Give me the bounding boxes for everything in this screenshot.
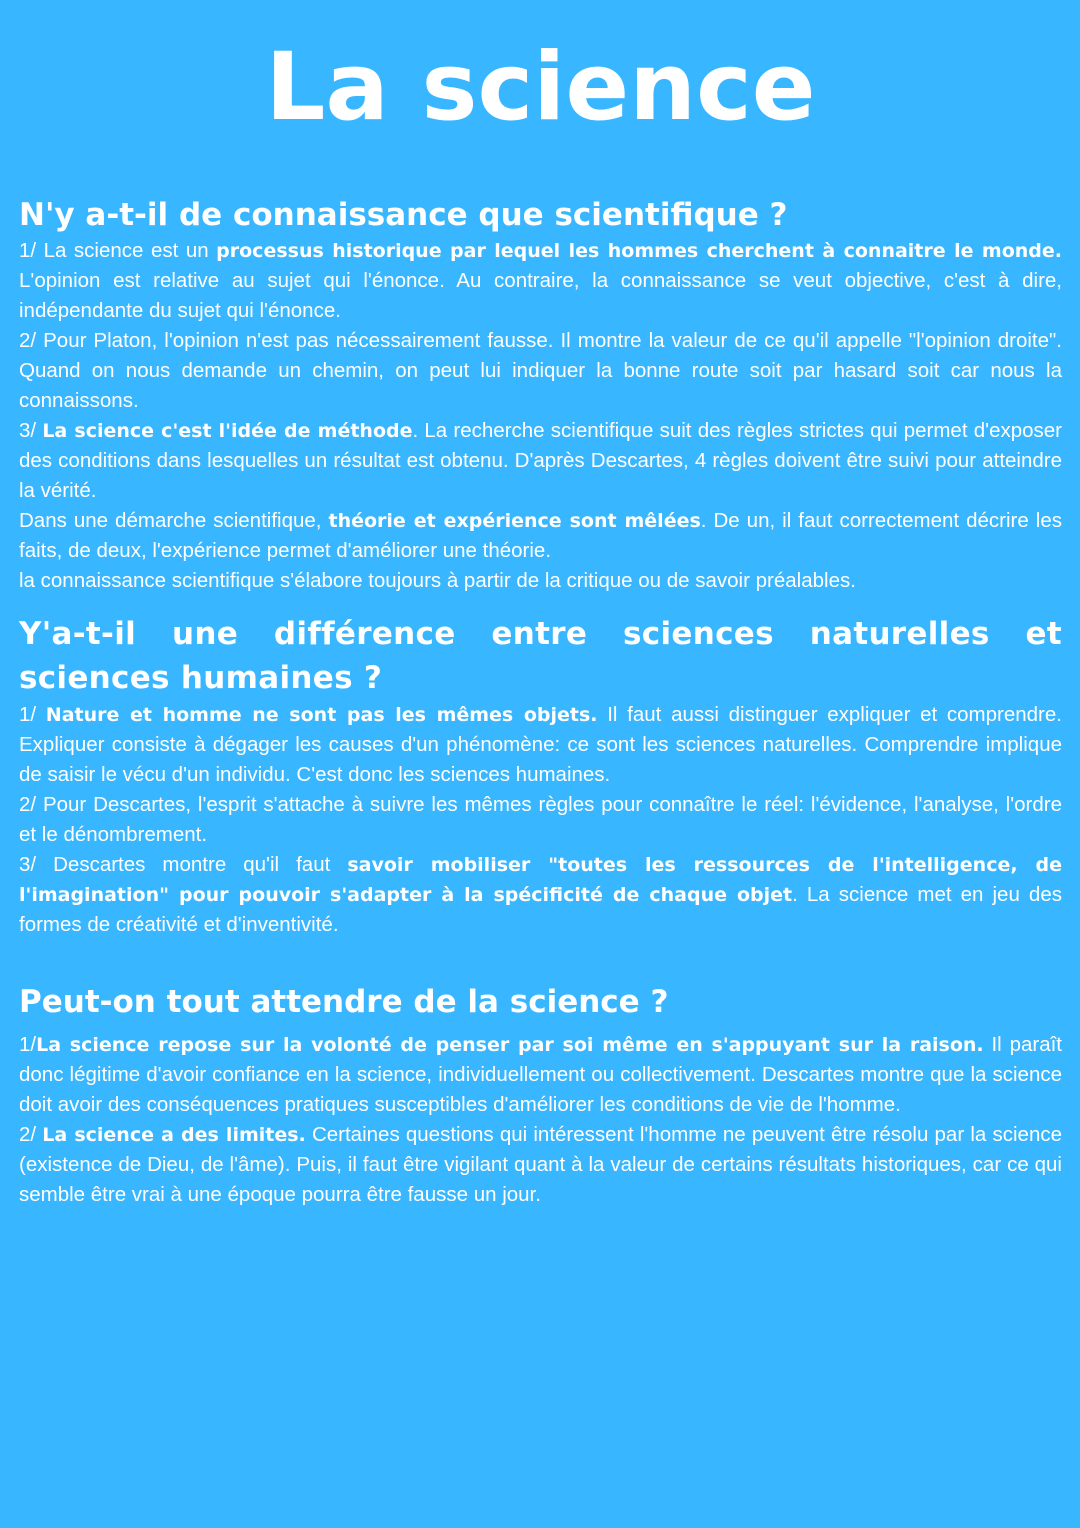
text-run: 2/ Pour Platon, l'opinion n'est pas nécessairement fausse. Il montre la valeur de ce qu'il appelle "l'opinion droite". Quand on nous demande un chemin, on peut lui indiquer la bonne route soit par hasard soit car nous la connaissons. [19,329,1062,412]
text-run: L'opinion est relative au sujet qui l'énonce. Au contraire, la connaissance se veut objective, c'est à dire, indépendante du sujet qui l'énonce. [19,269,1062,322]
section-heading: Y'a-t-il une différence entre sciences naturelles et sciences humaines ? [19,616,1062,696]
text-run: . La science met en jeu des formes de créativité et d'inventivité. [19,883,1062,936]
section-body [19,236,1062,596]
paragraph [19,506,1062,566]
bold-text: Nature et homme ne sont pas les mêmes objets. [45,704,598,726]
section-connaissance [19,194,1062,596]
text-run: Certaines questions qui intéressent l'homme ne peuvent être résolu par la science (existence de Dieu, de l'âme). Puis, il faut être vigilant quant à la valeur de certains résultats historiques, car ce qui semble être vrai à une époque pourra être fausse un jour. [19,1123,1063,1206]
text-run: 2/ [19,1123,43,1146]
paragraph [19,566,1062,596]
section-heading: Peut-on tout attendre de la science ? [19,984,669,1020]
bold-text: La science c'est l'idée de méthode [42,420,413,442]
section-body [19,700,1062,940]
paragraph [19,850,1062,940]
text-run: 3/ [19,419,43,442]
paragraph [19,416,1062,506]
paragraph [19,1120,1062,1210]
paragraph [19,700,1062,790]
text-run: Dans une démarche scientifique, [19,509,329,532]
text-run: Il paraît donc légitime d'avoir confiance en la science, individuellement ou collectivement. Descartes montre que la science doit avoir des conséquences pratiques susceptibles d'améliorer les conditions de vie de l'homme. [19,1033,1063,1116]
text-run: 2/ Pour Descartes, l'esprit s'attache à suivre les mêmes règles pour connaître le réel: l'évidence, l'analyse, l'ordre et le dénombrement. [19,793,1062,846]
bold-text: La science a des limites. [42,1124,306,1146]
bold-text: théorie et expérience sont mêlées [328,510,701,532]
text-run: Il faut aussi distinguer expliquer et comprendre. Expliquer consiste à dégager les causes d'un phénomène: ce sont les sciences naturelles. Comprendre implique de saisir le vécu d'un individu. C'est donc les sciences humaines. [19,703,1062,786]
text-run: la connaissance scientifique s'élabore toujours à partir de la critique ou de savoir préalables. [19,569,856,592]
paragraph [19,790,1062,850]
section-sciences-naturelles-humaines [19,612,1062,940]
page-title: La science [265,33,816,142]
section-heading: N'y a-t-il de connaissance que scientifique ? [19,197,788,233]
text-run: 1/ La science est un [19,239,217,262]
bold-text: savoir mobiliser "toutes les ressources de l'intelligence, de l'imagination" pour pouvoir s'adapter à la spécificité de chaque objet [19,854,1062,906]
paragraph [19,236,1062,326]
section-body [19,1030,1062,1210]
bold-text: La science repose sur la volonté de penser par soi même en s'appuyant sur la raison. [36,1034,984,1056]
bold-text: processus historique par lequel les hommes cherchent à connaitre le monde. [216,240,1062,262]
text-run: . De un, il faut correctement décrire les faits, de deux, l'expérience permet d'améliorer une théorie. [19,509,1062,562]
text-run: . La recherche scientifique suit des règles strictes qui permet d'exposer des conditions dans lesquelles un résultat est obtenu. D'après Descartes, 4 règles doivent être suivi pour atteindre la vérité. [19,419,1062,502]
text-run: 3/ Descartes montre qu'il faut [19,853,348,876]
paragraph [19,1030,1062,1120]
section-attendre-science [19,980,1062,1210]
text-run: 1/ [19,703,46,726]
paragraph [19,326,1062,416]
text-run: 1/ [19,1033,37,1056]
